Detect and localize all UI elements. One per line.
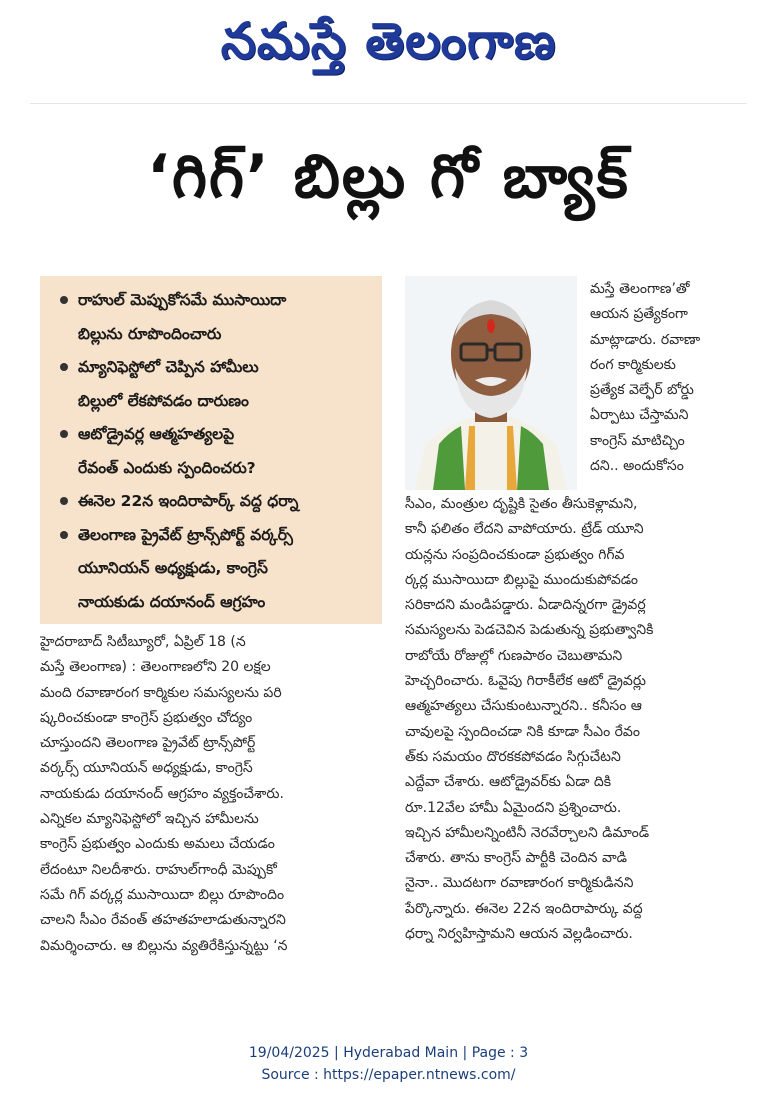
article-line: చావులపై స్పందించడా నికి కూడా సీఎం రేవం (405, 723, 640, 740)
article-line: ఆయన ప్రత్యేకంగా (590, 306, 688, 323)
article-line: రంగ కార్మికులకు (590, 356, 676, 373)
article-line: హెచ్చరించారు. ఓవైపు గిరాకీలేక ఆటో డ్రైవర్లు (405, 673, 646, 690)
highlight-line: ఈనెల 22న ఇందిరాపార్క్ వద్ద ధర్నా (78, 492, 299, 510)
portrait-icon (405, 276, 577, 490)
article-line: ర్కర్ల ముసాయిదా బిల్లుపై ముందుకుపోవడం (405, 571, 639, 588)
article-line: ఏర్పాటు చేస్తామని (590, 407, 689, 424)
article-line: ఇచ్చిన హామీలన్నింటినీ నెరవేర్చాలని డిమాండ్ (405, 824, 650, 841)
article-line: చూస్తుందని తెలంగాణ ప్రైవేట్ ట్రాన్స్‌పోర్ట్ (40, 735, 256, 752)
article-line: ప్రత్యేక వెల్ఫేర్ బోర్డు (590, 382, 694, 399)
highlights-box (40, 276, 382, 624)
footer-edition-line: 19/04/2025 | Hyderabad Main | Page : 3 (248, 1045, 529, 1061)
article-line: ఎన్నికల మ్యానిఫెస్టోలో ఇచ్చిన హామీలను (40, 811, 259, 828)
article-line: ష్కరించకుండా కాంగ్రెస్ ప్రభుత్వం చోద్యం (40, 709, 253, 726)
highlight-item (60, 519, 368, 620)
footer (0, 1042, 777, 1086)
highlight-line: రేవంత్ ఎందుకు స్పందించరు? (78, 458, 256, 477)
article-line: మస్తే తెలంగాణ’తో (590, 281, 690, 297)
article-line: దని.. అందుకోసం (590, 458, 684, 475)
article-line: రాబోయే రోజుల్లో గుణపాఠం చెబుతామని (405, 647, 623, 664)
article-line: మస్తే తెలంగాణ) : తెలంగాణలోని 20 లక్షల (40, 659, 271, 676)
article-line: త్‌కు సమయం దొరకకపోవడం సిగ్గుచేటని (405, 748, 621, 765)
highlight-line: తెలంగాణ ప్రైవేట్ ట్రాన్స్‌పోర్ట్ వర్కర్స్ (78, 525, 293, 544)
bullet-icon (60, 430, 68, 438)
highlight-line: నాయకుడు దయానంద్ ఆగ్రహం (78, 592, 266, 611)
highlight-line: బిల్లును రూపొందించారు (78, 324, 222, 343)
article-line: మాట్లాడారు. రవాణా (590, 331, 701, 348)
bullet-icon (60, 296, 68, 304)
article-line: పేర్కొన్నారు. ఈనెల 22న ఇందిరాపార్కు వద్ద (405, 900, 643, 917)
highlight-line: బిల్లులో లేకపోవడం దారుణం (78, 391, 249, 410)
highlight-line: యూనియన్ అధ్యక్షుడు, కాంగ్రెస్ (78, 559, 268, 577)
bullet-icon (60, 531, 68, 539)
article-line: హైదరాబాద్ సిటీబ్యూరో, ఏప్రిల్ 18 (న (40, 634, 246, 650)
article-line: లేదంటూ నిలదీశారు. రాహుల్‌గాంధీ మెప్పుకో (40, 861, 277, 878)
article-line: ధర్నా నిర్వహిస్తామని ఆయన వెల్లడించారు. (405, 926, 633, 943)
highlight-item (60, 351, 368, 418)
highlight-line: ఆటోడ్రైవర్ల ఆత్మహత్యలపై (78, 425, 235, 443)
masthead-logo: నమస్తే తెలంగాణ (220, 11, 557, 70)
highlight-line: రాహుల్ మెప్పుకోసమే ముసాయిదా (78, 291, 287, 309)
article-line: ఎద్దేవా చేశారు. ఆటోడ్రైవర్‌కు ఏడా దికి (405, 774, 612, 791)
article-line: రూ.12వేల హామీ ఏమైందని ప్రశ్నించారు. (405, 799, 622, 816)
article-line: ఆత్మహత్యలు చేసుకుంటున్నారని.. కనీసం ఆ (405, 698, 642, 715)
bullet-icon (60, 363, 68, 371)
article-line: సమే గిగ్ వర్కర్ల ముసాయిదా బిల్లు రూపొందిం (40, 886, 285, 903)
article-line: కాంగ్రెస్ మాటిచ్చిం (590, 432, 685, 449)
article-line: మంది రవాణారంగ కార్మికుల సమస్యలను పరి (40, 684, 282, 701)
highlight-item (60, 284, 368, 351)
highlight-item (60, 485, 368, 519)
article-column-left (40, 630, 385, 959)
highlight-item (60, 418, 368, 485)
article-line: విమర్శించారు. ఆ బిల్లును వ్యతిరేకిస్తున్నట్టు ‘న (40, 937, 288, 954)
article-line: చాలని సీఎం రేవంత్ తహతహలాడుతున్నారని (40, 912, 286, 929)
article-line: వర్కర్స్ యూనియన్ అధ్యక్షుడు, కాంగ్రెస్ (40, 760, 253, 777)
headline: ‘గిగ్’ బిల్లు గో బ్యాక్ (147, 142, 630, 212)
article-line: నాయకుడు దయానంద్ ఆగ్రహం వ్యక్తంచేశారు. (40, 785, 284, 802)
article-line: నైనా.. మొదటగా రవాణారంగ కార్మికుడినని (405, 875, 634, 892)
footer-source-link[interactable]: Source : https://epaper.ntnews.com/ (261, 1067, 516, 1083)
article-line: కాంగ్రెస్ ప్రభుత్వం ఎందుకు అమలు చేయడం (40, 836, 275, 853)
bullet-icon (60, 497, 68, 505)
highlight-line: మ్యానిఫెస్టోలో చెప్పిన హామీలు (78, 358, 259, 376)
article-line: సమస్యలను పెడచెవిన పెడుతున్న ప్రభుత్వానికి (405, 622, 654, 639)
masthead-divider (30, 103, 747, 104)
portrait-photo (405, 276, 577, 490)
article-line: కానీ ఫలితం లేదని వాపోయారు. ట్రేడ్ యూని (405, 521, 644, 538)
article-line: చేశారు. తాను కాంగ్రెస్ పార్టీకి చెందిన వాడి (405, 850, 627, 867)
article-column-right (405, 492, 755, 947)
article-column-top-right (590, 277, 755, 479)
article-line: యన్లను సంప్రదించకుండా ప్రభుత్వం గిగ్‌వ (405, 546, 625, 563)
article-line: సరికాదని మండిపడ్డారు. ఏడాదిన్నరగా డ్రైవర్ల (405, 597, 646, 614)
article-line: సీఎం, మంత్రుల దృష్టికి సైతం తీసుకెళ్లామని, (405, 496, 638, 512)
